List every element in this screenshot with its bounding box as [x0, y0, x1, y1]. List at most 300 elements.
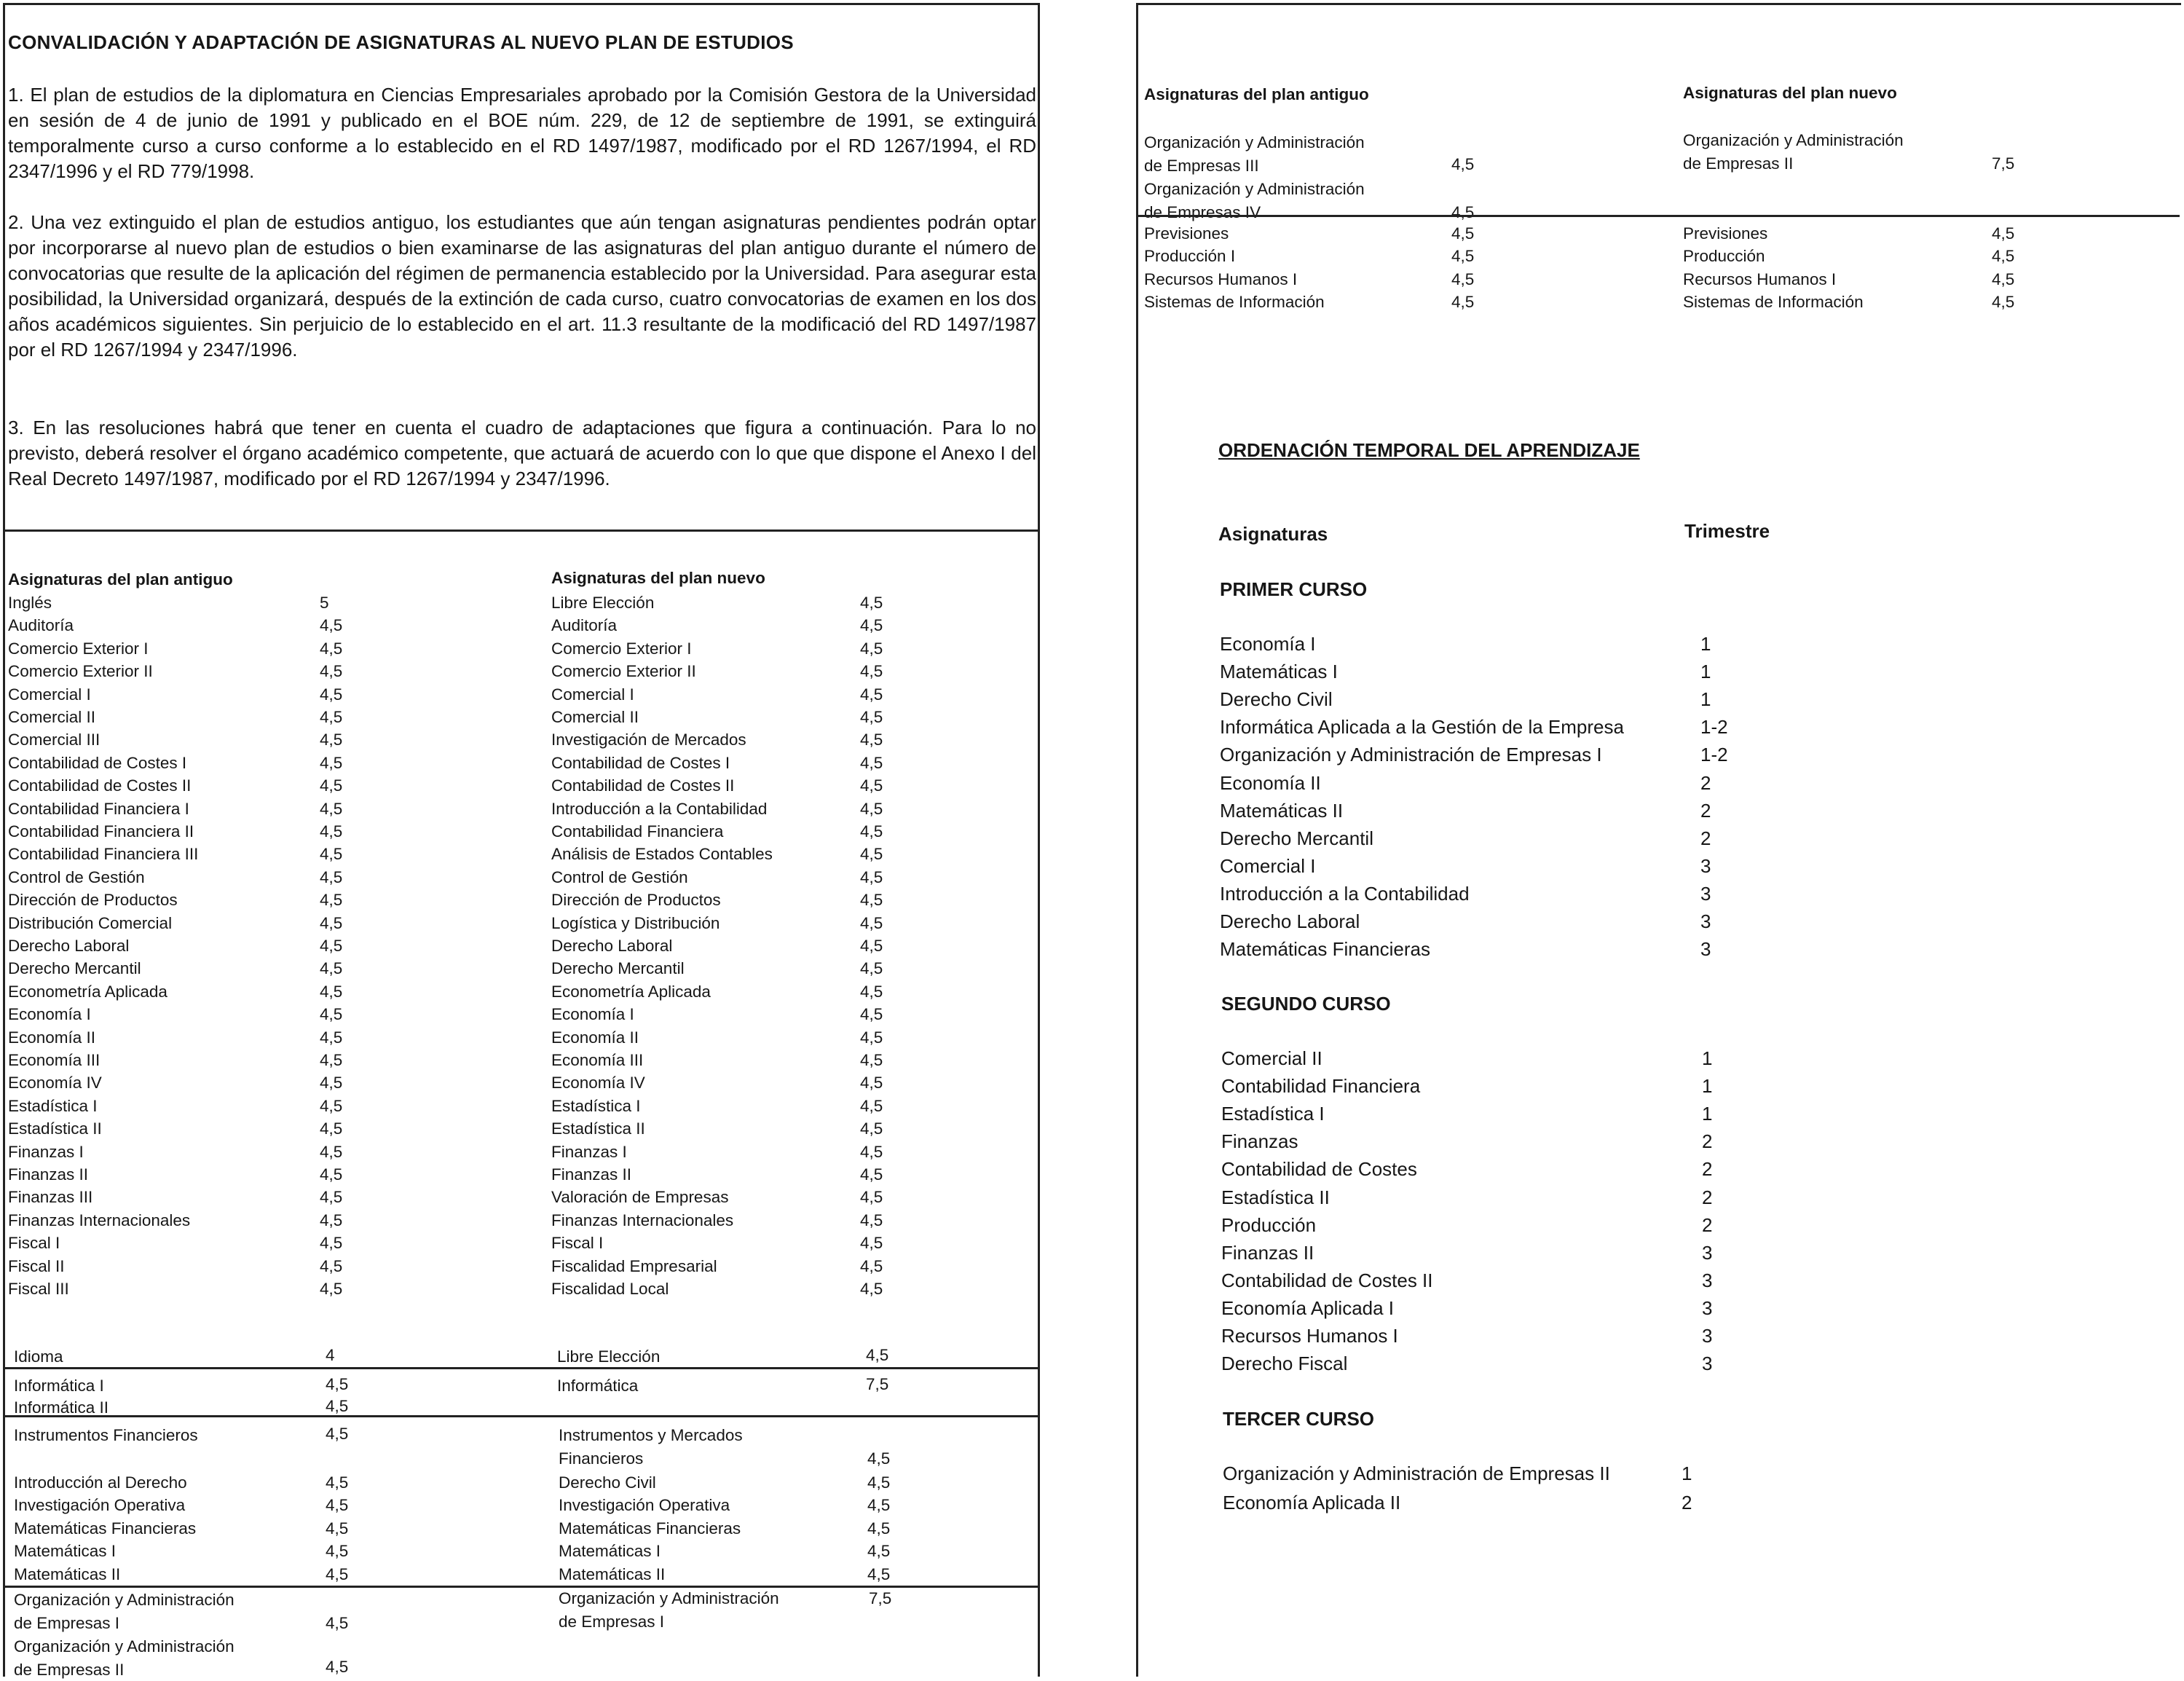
table-cell-credits: 4,5 — [320, 982, 343, 1001]
table-cell-credits-new: 7,5 — [866, 1375, 889, 1393]
trimestre-value: 1-2 — [1700, 716, 1728, 739]
table-cell-credits: 4,5 — [1451, 224, 1475, 243]
table-cell-credits: 4,5 — [326, 1658, 349, 1676]
table-cell-credits-new: 4,5 — [860, 822, 883, 840]
table-cell-credits-new: 4,5 — [866, 1346, 889, 1364]
segundo-curso-title: SEGUNDO CURSO — [1221, 993, 1391, 1015]
table-row — [5, 706, 1038, 728]
table-cell-old: Inglés — [8, 594, 52, 612]
table-cell-credits: 4,5 — [320, 1188, 343, 1207]
table-cell-new: Control de Gestión — [551, 867, 688, 886]
table-cell-credits: 4,5 — [320, 1256, 343, 1275]
table-cell-old: Fiscal II — [8, 1256, 65, 1275]
table-cell-old: Economía III — [8, 1051, 100, 1069]
table-row — [5, 683, 1038, 706]
table-cell-credits: 4,5 — [1451, 203, 1475, 221]
table-cell-old: Investigación Operativa — [14, 1496, 186, 1515]
table-cell-old: Economía I — [8, 1005, 91, 1024]
table-row — [5, 1278, 1038, 1300]
subject-name: Estadística I — [1221, 1103, 1325, 1125]
table-cell-old: Comercio Exterior II — [8, 662, 153, 681]
table-row — [5, 1255, 1038, 1278]
table-cell-credits: 4,5 — [320, 753, 343, 772]
table-cell-new: Valoración de Empresas — [551, 1188, 729, 1207]
list-item — [1220, 824, 1948, 852]
table-cell-new: Producción — [1683, 247, 1765, 266]
table-cell-old: Comercial III — [8, 731, 100, 749]
trimestre-value: 3 — [1702, 1269, 1713, 1291]
table-cell-credits-new: 4,5 — [860, 1256, 883, 1275]
table-cell-credits-new: 4,5 — [860, 731, 883, 749]
table-cell-old: Economía II — [8, 1028, 96, 1047]
paragraph-3: 3. En las resoluciones habrá que tener en cuenta el cuadro de adaptaciones que figura a continuación. Para lo no previsto, deberá resolver el órgano académico competente, que actuará de acuerdo con lo que que dispone el Anexo I del Real Decreto 1497/1987, modificado por el RD 1267/1994 y 2347/1996. — [8, 417, 1036, 489]
table-cell-old: Contabilidad de Costes II — [8, 776, 192, 795]
table-cell-credits: 4,5 — [1451, 247, 1475, 266]
trimestre-value: 3 — [1702, 1296, 1713, 1319]
table-header-old: Asignaturas del plan antiguo — [1144, 85, 1369, 103]
table-cell-credits-new: 4,5 — [867, 1542, 891, 1561]
table-cell-old: Contabilidad de Costes I — [8, 753, 187, 772]
list-item — [1221, 1322, 1950, 1350]
table-cell-old: Matemáticas I — [14, 1542, 117, 1561]
trimestre-value: 1 — [1682, 1462, 1692, 1484]
subject-name: Finanzas — [1221, 1130, 1298, 1153]
table-cell-new: Introducción a la Contabilidad — [551, 799, 768, 818]
trimestre-value: 1-2 — [1700, 744, 1728, 766]
table-cell-credits-new: 4,5 — [860, 867, 883, 886]
table-row — [5, 774, 1038, 797]
table-cell-credits-new: 4,5 — [1992, 224, 2015, 243]
table-row — [5, 1141, 1038, 1163]
table-row — [5, 889, 1038, 911]
table-cell-credits-new: 4,5 — [860, 753, 883, 772]
list-item — [1221, 1127, 1950, 1155]
table-row — [5, 912, 1038, 934]
trimestre-value: 3 — [1702, 1241, 1713, 1264]
subject-name: Organización y Administración de Empresas II — [1223, 1462, 1610, 1484]
table-row — [5, 820, 1038, 843]
table-cell-credits-new: 4,5 — [860, 1210, 883, 1229]
table-row — [5, 1049, 1038, 1071]
table-cell-credits: 4,5 — [326, 1542, 349, 1561]
subject-name: Derecho Fiscal — [1221, 1353, 1348, 1375]
table-row — [5, 1494, 1038, 1516]
table-cell-credits-new: 4,5 — [867, 1519, 891, 1538]
subject-name: Introducción a la Contabilidad — [1220, 882, 1470, 905]
table-cell-old: Economía IV — [8, 1074, 102, 1093]
table-cell-credits: 4,5 — [320, 891, 343, 910]
table-cell-credits-new: 4,5 — [860, 1028, 883, 1047]
table-cell-credits: 4,5 — [326, 1425, 349, 1443]
subject-name: Estadística II — [1221, 1186, 1330, 1208]
table-cell-credits: 4,5 — [320, 685, 343, 704]
table-cell-credits: 4,5 — [326, 1397, 349, 1415]
table-cell-old: Derecho Laboral — [8, 937, 130, 955]
table-cell-credits: 4,5 — [320, 799, 343, 818]
col-asignaturas: Asignaturas — [1218, 523, 1328, 545]
row-divider — [5, 1367, 1038, 1369]
paragraph-2: 2. Una vez extinguido el plan de estudios antiguo, los estudiantes que aún tengan asignaturas pendientes podrán optar por incorporarse al nuevo plan de estudios o bien examinarse de las asignaturas del plan antiguo durante el número de convocatorias que resulte de la aplicación del régimen de permanencia establecido por la Universidad. Para asegurar esta posibilidad, la Universidad organizará, después de la extinción de cada curso, cuatro convocatorias de examen en los dos años académicos siguientes. Sin perjuicio de lo establecido en el art. 11.3 resultante de la modificació del RD 1497/1987 por el RD 1267/1994 y 2347/1996. — [8, 211, 1036, 361]
table-cell-old: Organización y Administración — [1144, 180, 1365, 198]
table-cell-new: Libre Elección — [551, 594, 655, 612]
table-cell-new: Derecho Civil — [559, 1473, 656, 1492]
list-item — [1221, 1350, 1950, 1377]
table-cell-new: Economía I — [551, 1005, 634, 1024]
table-cell-new: Finanzas I — [551, 1142, 627, 1161]
table-cell-new: Matemáticas I — [559, 1542, 661, 1561]
table-cell-old: Auditoría — [8, 616, 74, 635]
table-cell-new: Logística y Distribución — [551, 913, 720, 932]
subject-name: Finanzas II — [1221, 1241, 1314, 1264]
table-cell-credits-new: 4,5 — [1992, 293, 2015, 312]
table-cell-old: Control de Gestión — [8, 867, 145, 886]
table-row — [5, 591, 1038, 614]
primer-curso-title: PRIMER CURSO — [1220, 578, 1368, 600]
table-cell-credits: 4,5 — [326, 1614, 349, 1632]
table-cell-new: Instrumentos y Mercados — [559, 1426, 743, 1444]
table-cell-new: Fiscalidad Empresarial — [551, 1256, 717, 1275]
subject-name: Economía I — [1220, 633, 1316, 655]
subject-name: Contabilidad de Costes II — [1221, 1269, 1433, 1291]
table-row — [5, 1540, 1038, 1562]
table-cell-credits-new: 4,5 — [860, 937, 883, 955]
table-cell-old: Matemáticas II — [14, 1564, 121, 1583]
table-cell-old: Contabilidad Financiera III — [8, 845, 199, 864]
list-item — [1221, 1155, 1950, 1183]
table-header-old: Asignaturas del plan antiguo — [8, 570, 233, 588]
table-cell-credits-new: 4,5 — [1992, 247, 2015, 266]
table-row — [5, 1471, 1038, 1494]
table-cell-credits-new: 4,5 — [860, 616, 883, 635]
table-cell-credits-new: 4,5 — [860, 594, 883, 612]
table-cell-credits: 4,5 — [320, 937, 343, 955]
table-cell-old: Recursos Humanos I — [1144, 269, 1298, 288]
row-divider — [1138, 215, 2180, 217]
table-cell-credits-new: 4,5 — [867, 1496, 891, 1515]
table-cell-credits: 4,5 — [320, 913, 343, 932]
table-cell-old: Fiscal III — [8, 1280, 69, 1298]
subject-name: Comercial I — [1220, 854, 1316, 877]
table-cell-credits: 4,5 — [320, 867, 343, 886]
table-cell-old: Econometría Aplicada — [8, 982, 167, 1001]
list-item — [1220, 852, 1948, 880]
table-row — [5, 1026, 1038, 1049]
table-cell-credits-new: 4,5 — [860, 685, 883, 704]
table-cell-credits-new: 4,5 — [860, 982, 883, 1001]
table-cell-credits: 4,5 — [320, 1005, 343, 1024]
table-cell-credits: 4,5 — [320, 845, 343, 864]
subject-name: Derecho Mercantil — [1220, 827, 1373, 849]
table-cell-old: Finanzas I — [8, 1142, 84, 1161]
trimestre-value: 1 — [1700, 633, 1711, 655]
table-row — [5, 957, 1038, 980]
table-cell-old: Finanzas III — [8, 1188, 93, 1207]
table-cell-new: Auditoría — [551, 616, 618, 635]
table-cell-credits: 4 — [326, 1346, 335, 1364]
trimestre-value: 1 — [1702, 1047, 1713, 1069]
table-cell-credits-new: 4,5 — [860, 1280, 883, 1298]
col-trimestre: Trimestre — [1684, 520, 1770, 542]
table-cell-credits: 4,5 — [320, 1051, 343, 1069]
table-cell-credits: 4,5 — [320, 959, 343, 978]
table-cell-old: Organización y Administración — [14, 1591, 234, 1609]
table-cell-credits: 4,5 — [326, 1375, 349, 1393]
table-cell-new: Financieros — [559, 1449, 644, 1468]
table-row — [5, 1163, 1038, 1186]
table-cell-credits: 4,5 — [320, 1234, 343, 1253]
table-cell-credits: 5 — [320, 594, 329, 612]
table-cell-credits: 4,5 — [326, 1473, 349, 1492]
ordenacion-title: ORDENACIÓN TEMPORAL DEL APRENDIZAJE — [1218, 439, 1640, 461]
table-cell-old: Dirección de Productos — [8, 891, 178, 910]
table-cell-credits: 4,5 — [320, 1165, 343, 1184]
table-cell-old: Instrumentos Financieros — [14, 1426, 198, 1444]
subject-name: Economía Aplicada II — [1223, 1492, 1401, 1513]
subject-name: Economía II — [1220, 771, 1321, 794]
table-cell-new: Finanzas II — [551, 1165, 632, 1184]
table-cell-credits-new: 4,5 — [860, 1005, 883, 1024]
table-cell-new: Libre Elección — [557, 1347, 661, 1366]
table-cell-credits: 4,5 — [320, 662, 343, 681]
table-cell-new: Previsiones — [1683, 224, 1768, 243]
list-item — [1221, 1294, 1950, 1322]
table-cell-credits-new: 4,5 — [1992, 269, 2015, 288]
table-cell-old: Finanzas II — [8, 1165, 89, 1184]
trimestre-value: 3 — [1702, 1325, 1713, 1347]
subject-name: Recursos Humanos I — [1221, 1325, 1398, 1347]
list-item — [1220, 935, 1948, 963]
table-row — [5, 1071, 1038, 1094]
trimestre-value: 1 — [1700, 688, 1711, 711]
table-cell-old: de Empresas III — [1144, 157, 1259, 175]
trimestre-value: 2 — [1682, 1492, 1692, 1513]
table-row — [5, 1117, 1038, 1140]
subject-name: Economía Aplicada I — [1221, 1296, 1395, 1319]
table-cell-new: Contabilidad de Costes II — [551, 776, 735, 795]
list-item — [1220, 880, 1948, 908]
table-cell-credits: 4,5 — [320, 1096, 343, 1115]
table-cell-new: Estadística I — [551, 1096, 641, 1115]
table-row — [5, 1095, 1038, 1117]
table-cell-old: Sistemas de Información — [1144, 293, 1325, 312]
subject-name: Matemáticas II — [1220, 799, 1344, 822]
trimestre-value: 1 — [1702, 1103, 1713, 1125]
table-cell-credits-new: 4,5 — [860, 959, 883, 978]
table-cell-credits-new: 4,5 — [860, 708, 883, 726]
table-cell-new: de Empresas I — [559, 1613, 665, 1631]
list-item — [1220, 685, 1948, 713]
trimestre-value: 2 — [1700, 799, 1711, 822]
table-cell-old: Comercial II — [8, 708, 96, 726]
list-item — [1220, 741, 1948, 768]
list-item — [1221, 1267, 1950, 1294]
subject-name: Comercial II — [1221, 1047, 1322, 1069]
right-page — [1136, 3, 2181, 1677]
convalidacion-title: CONVALIDACIÓN Y ADAPTACIÓN DE ASIGNATURAS AL NUEVO PLAN DE ESTUDIOS — [8, 31, 794, 53]
table-cell-old: Fiscal I — [8, 1234, 60, 1253]
table-cell-old: de Empresas IV — [1144, 203, 1261, 221]
table-cell-credits-new: 4,5 — [860, 1074, 883, 1093]
table-cell-new: Investigación Operativa — [559, 1496, 730, 1515]
table-cell-credits: 4,5 — [1451, 269, 1475, 288]
paragraph-1: 1. El plan de estudios de la diplomatura en Ciencias Empresariales aprobado por la Comisión Gestora de la Universidad en sesión de 4 de junio de 1991 y publicado en el BOE núm. 229, de 12 de septiembre de 1991, se extinguirá temporalmente curso a curso conforme a lo establecido en el RD 1497/1987, modificado por el RD 1267/1994, el RD 2347/1996 y el RD 779/1998. — [8, 84, 1036, 182]
table-cell-new: Derecho Mercantil — [551, 959, 685, 978]
table-cell-old: Derecho Mercantil — [8, 959, 141, 978]
trimestre-value: 1 — [1702, 1075, 1713, 1098]
table-cell-new: Estadística II — [551, 1119, 645, 1138]
table-row — [5, 934, 1038, 957]
table-cell-credits: 4,5 — [320, 616, 343, 635]
table-cell-new: Sistemas de Información — [1683, 293, 1864, 312]
table-row — [1138, 291, 2180, 313]
table-cell-new: Matemáticas Financieras — [559, 1519, 741, 1538]
table-row — [5, 614, 1038, 637]
table-cell-new: Comercio Exterior II — [551, 662, 696, 681]
table-cell-new: Matemáticas II — [559, 1564, 666, 1583]
list-item — [1220, 630, 1948, 658]
row-divider — [5, 1415, 1038, 1417]
table-cell-credits-new: 4,5 — [860, 1165, 883, 1184]
table-cell-credits: 4,5 — [326, 1496, 349, 1515]
table-cell-credits: 4,5 — [320, 1028, 343, 1047]
list-item — [1221, 1072, 1950, 1100]
tercer-curso-title: TERCER CURSO — [1223, 1408, 1375, 1430]
trimestre-value: 3 — [1700, 910, 1711, 932]
table-cell-credits: 4,5 — [1451, 155, 1475, 173]
table-cell-new: Informática — [557, 1377, 639, 1395]
table-row — [5, 1232, 1038, 1254]
table-cell-old: Informática I — [14, 1377, 104, 1395]
table-cell-credits: 4,5 — [320, 1210, 343, 1229]
trimestre-value: 3 — [1700, 854, 1711, 877]
table-cell-new: Economía III — [551, 1051, 644, 1069]
table-row — [5, 1209, 1038, 1232]
table-cell-credits-new: 7,5 — [869, 1589, 892, 1607]
table-cell-old: Estadística II — [8, 1119, 102, 1138]
table-row — [5, 980, 1038, 1003]
table-cell-new: Finanzas Internacionales — [551, 1210, 734, 1229]
table-cell-old: Informática II — [14, 1398, 109, 1417]
list-item — [1220, 769, 1948, 797]
trimestre-value: 2 — [1702, 1213, 1713, 1236]
table-cell-credits-new: 4,5 — [860, 1096, 883, 1115]
table-row — [5, 866, 1038, 889]
table-cell-new: Organización y Administración — [559, 1589, 779, 1607]
table-cell-new: Contabilidad de Costes I — [551, 753, 730, 772]
list-item — [1221, 1211, 1950, 1239]
table-cell-credits-new: 4,5 — [867, 1473, 891, 1492]
table-cell-credits-new: 4,5 — [860, 799, 883, 818]
table-cell-credits-new: 4,5 — [860, 1142, 883, 1161]
subject-name: Contabilidad Financiera — [1221, 1075, 1421, 1098]
trimestre-value: 2 — [1702, 1158, 1713, 1181]
table-row — [5, 843, 1038, 865]
table-cell-old: Comercial I — [8, 685, 91, 704]
trimestre-value: 2 — [1702, 1130, 1713, 1153]
table-cell-old: Previsiones — [1144, 224, 1229, 243]
table-cell-credits-new: 4,5 — [860, 845, 883, 864]
table-cell-credits-new: 4,5 — [860, 1051, 883, 1069]
table-row — [5, 752, 1038, 774]
table-header-new: Asignaturas del plan nuevo — [1683, 84, 1897, 102]
list-item — [1221, 1100, 1950, 1127]
table-row — [5, 1186, 1038, 1208]
subject-name: Organización y Administración de Empresas I — [1220, 744, 1602, 766]
table-cell-old: Contabilidad Financiera I — [8, 799, 189, 818]
table-cell-credits-new: 4,5 — [860, 1234, 883, 1253]
table-row — [5, 1563, 1038, 1586]
table-cell-old: Introducción al Derecho — [14, 1473, 187, 1492]
table-cell-old: Idioma — [14, 1347, 63, 1366]
trimestre-value: 2 — [1700, 827, 1711, 849]
table-row — [1138, 245, 2180, 267]
table-cell-new: Econometría Aplicada — [551, 982, 711, 1001]
table-cell-new: Organización y Administración — [1683, 131, 1904, 149]
list-item — [1220, 797, 1948, 824]
table-cell-old: Estadística I — [8, 1096, 98, 1115]
list-item — [1220, 713, 1948, 741]
trimestre-value: 3 — [1700, 882, 1711, 905]
table-header-new: Asignaturas del plan nuevo — [551, 569, 765, 587]
subject-name: Derecho Laboral — [1220, 910, 1360, 932]
trimestre-value: 2 — [1702, 1186, 1713, 1208]
table-cell-old: Finanzas Internacionales — [8, 1210, 191, 1229]
table-row — [5, 728, 1038, 751]
table-cell-old: Producción I — [1144, 247, 1236, 266]
table-cell-credits-new: 4,5 — [867, 1449, 891, 1468]
subject-name: Producción — [1221, 1213, 1317, 1236]
table-cell-old: de Empresas II — [14, 1661, 125, 1679]
table-cell-old: Contabilidad Financiera II — [8, 822, 194, 840]
table-cell-new: Dirección de Productos — [551, 891, 721, 910]
trimestre-value: 1 — [1700, 661, 1711, 683]
table-cell-credits-new: 4,5 — [860, 776, 883, 795]
list-item — [1223, 1488, 1951, 1517]
table-row — [5, 637, 1038, 660]
list-item — [1220, 658, 1948, 685]
table-cell-credits: 4,5 — [320, 1142, 343, 1161]
table-cell-old: Comercio Exterior I — [8, 639, 149, 658]
table-cell-new: Fiscal I — [551, 1234, 604, 1253]
list-item — [1220, 908, 1948, 935]
list-item — [1221, 1044, 1950, 1072]
table-cell-credits: 4,5 — [320, 822, 343, 840]
table-cell-old: de Empresas I — [14, 1614, 120, 1632]
table-cell-new: Economía II — [551, 1028, 639, 1047]
list-item — [1221, 1239, 1950, 1267]
table-row — [5, 1003, 1038, 1025]
table-cell-credits: 4,5 — [320, 731, 343, 749]
table-cell-credits-new: 4,5 — [867, 1564, 891, 1583]
left-page — [3, 3, 1040, 1677]
table-cell-new: de Empresas II — [1683, 154, 1794, 173]
table-cell-credits: 4,5 — [320, 1119, 343, 1138]
table-cell-new: Comercial II — [551, 708, 639, 726]
subject-name: Matemáticas I — [1220, 661, 1338, 683]
table-cell-credits-new: 4,5 — [860, 1188, 883, 1207]
table-row — [5, 798, 1038, 820]
trimestre-value: 3 — [1702, 1353, 1713, 1375]
table-cell-credits-new: 4,5 — [860, 891, 883, 910]
table-cell-credits-new: 4,5 — [860, 662, 883, 681]
subject-name: Matemáticas Financieras — [1220, 938, 1430, 961]
table-cell-new: Comercio Exterior I — [551, 639, 692, 658]
table-cell-credits: 4,5 — [320, 708, 343, 726]
table-cell-credits: 4,5 — [326, 1519, 349, 1538]
table-row — [1138, 268, 2180, 291]
subject-name: Informática Aplicada a la Gestión de la Empresa — [1220, 716, 1624, 739]
table-cell-new: Análisis de Estados Contables — [551, 845, 773, 864]
